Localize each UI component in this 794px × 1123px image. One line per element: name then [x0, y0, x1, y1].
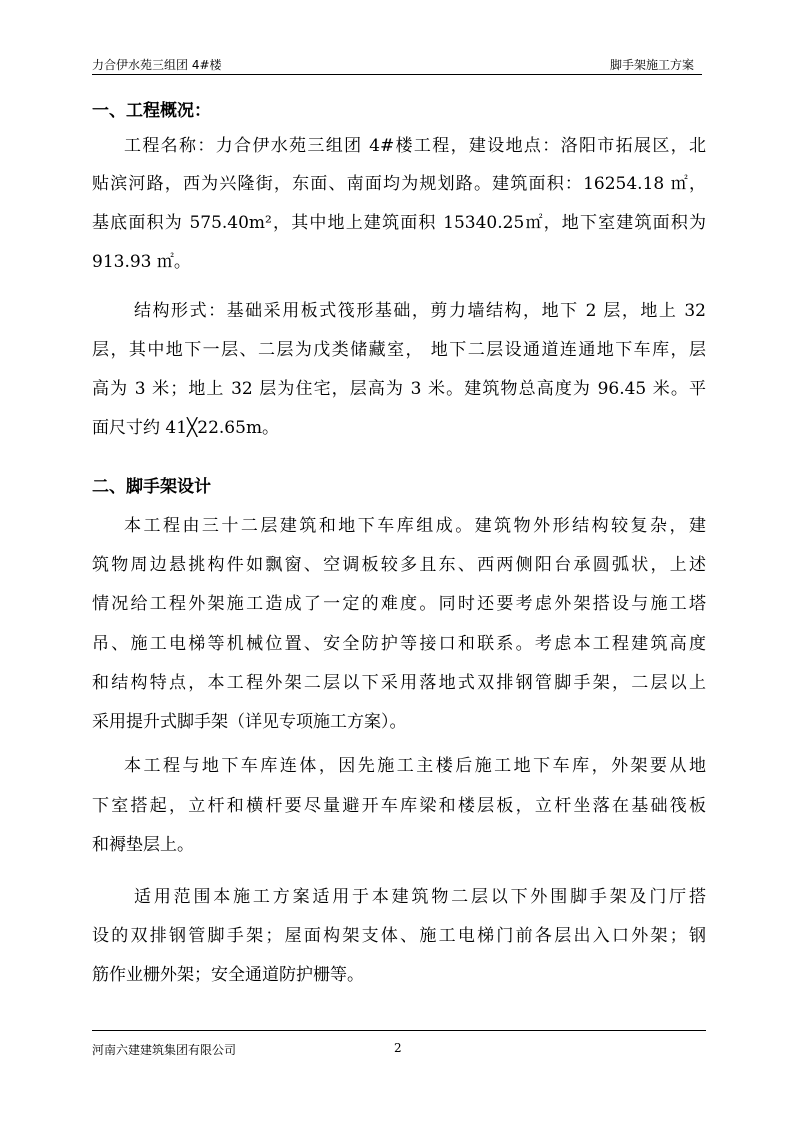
paragraph-line: 采用提升式脚手架（详见专项施工方案）。	[92, 712, 407, 732]
paragraph-line: 吊、施工电梯等机械位置、安全防护等接口和联系。考虑本工程建筑高度	[92, 634, 706, 654]
paragraph-line: 基底面积为 575.40m²，其中地上建筑面积 15340.25㎡，地下室建筑面积为	[92, 213, 706, 233]
footer-company-name: 河南六建建筑集团有限公司	[92, 1043, 237, 1057]
paragraph-line: 面尺寸约 41╳22.65m。	[92, 418, 280, 438]
paragraph-line: 高为 3 米；地上 32 层为住宅，层高为 3 米。建筑物总高度为 96.45 米。平	[92, 379, 706, 399]
paragraph-line: 贴滨河路，西为兴隆街，东面、南面均为规划路。建筑面积：16254.18 ㎡，	[92, 174, 706, 194]
paragraph-line: 和结构特点，本工程外架二层以下采用落地式双排钢管脚手架，二层以上	[92, 673, 706, 693]
paragraph-line: 下室搭起，立杆和横杆要尽量避开车库梁和楼层板，立杆坐落在基础筏板	[92, 796, 706, 816]
header-document-title: 脚手架施工方案	[609, 58, 694, 72]
paragraph-line: 本工程与地下车库连体，因先施工主楼后施工地下车库，外架要从地	[124, 756, 706, 776]
paragraph-line: 适用范围本施工方案适用于本建筑物二层以下外围脚手架及门厅搭	[134, 887, 706, 907]
paragraph-line: 筑物周边悬挑构件如飘窗、空调板较多且东、西两侧阳台承圆弧状，上述	[92, 555, 706, 575]
paragraph-line: 913.93 ㎡。	[92, 252, 191, 272]
paragraph-line: 筋作业栅外架；安全通道防护栅等。	[92, 965, 364, 985]
paragraph-line: 层，其中地下一层、二层为戊类储藏室， 地下二层设通道连通地下车库，层	[92, 340, 706, 360]
page-footer	[92, 1030, 706, 1057]
page-number: 2	[394, 1041, 402, 1055]
page-header	[92, 54, 702, 75]
paragraph-line: 结构形式：基础采用板式筏形基础，剪力墙结构，地下 2 层，地上 32	[134, 301, 706, 321]
section-2-heading: 二、脚手架设计	[92, 477, 211, 497]
paragraph-line: 和褥垫层上。	[92, 835, 194, 855]
paragraph-line: 本工程由三十二层建筑和地下车库组成。建筑物外形结构较复杂，建	[124, 516, 706, 536]
header-project-name: 力合伊水苑三组团 4#楼	[92, 58, 222, 72]
paragraph-line: 设的双排钢管脚手架；屋面构架支体、施工电梯门前各层出入口外架；钢	[92, 926, 706, 946]
section-1-heading: 一、工程概况：	[92, 101, 211, 121]
paragraph-line: 工程名称：力合伊水苑三组团 4#楼工程，建设地点：洛阳市拓展区，北	[124, 136, 706, 156]
paragraph-line: 情况给工程外架施工造成了一定的难度。同时还要考虑外架搭设与施工塔	[92, 594, 706, 614]
